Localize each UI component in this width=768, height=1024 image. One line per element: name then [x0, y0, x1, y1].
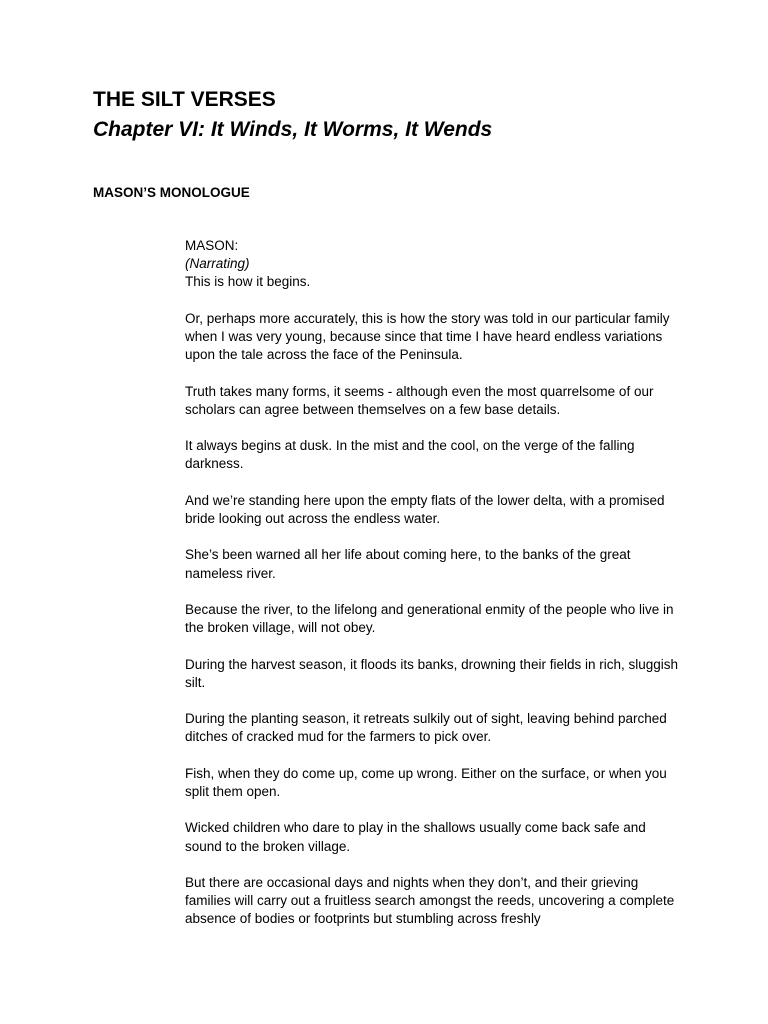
- monologue-body: [185, 237, 685, 947]
- paragraph: Truth takes many forms, it seems - although even the most quarrelsome of our scholars can agree between themselves on a few base details.: [185, 383, 654, 417]
- paragraph: Because the river, to the lifelong and generational enmity of the people who live in the broken village, will not obey.: [185, 601, 674, 636]
- paragraph: She’s been warned all her life about coming here, to the banks of the great nameless river.: [185, 547, 631, 581]
- paragraph: Fish, when they do come up, come up wrong. Either on the surface, or when you split them open.: [185, 765, 667, 799]
- paragraph: This is how it begins.: [185, 274, 311, 290]
- paragraph: It always begins at dusk. In the mist and the cool, on the verge of the falling darkness.: [185, 438, 635, 472]
- document-title: THE SILT VERSES: [93, 88, 276, 111]
- paragraph: During the harvest season, it floods its banks, drowning their fields in rich, sluggish silt.: [185, 656, 679, 690]
- paragraph: And we’re standing here upon the empty flats of the lower delta, with a promised bride looking out across the endless water.: [185, 492, 665, 526]
- paragraph: Wicked children who dare to play in the shallows usually come back safe and sound to the broken village.: [185, 820, 646, 854]
- stage-direction: (Narrating): [185, 256, 250, 272]
- section-heading: MASON’S MONOLOGUE: [93, 185, 250, 200]
- paragraph: During the planting season, it retreats sulkily out of sight, leaving behind parched ditches of cracked mud for the farmers to pick over.: [185, 711, 667, 745]
- chapter-subtitle: Chapter VI: It Winds, It Worms, It Wends: [93, 118, 493, 141]
- paragraph: But there are occasional days and nights when they don’t, and their grieving families will carry out a fruitless search amongst the reeds, uncovering a complete absence of bodies or footprints but stumbling across freshly: [185, 874, 675, 927]
- paragraph: Or, perhaps more accurately, this is how the story was told in our particular family when I was very young, because since that time I have heard endless variations upon the tale across the face of the Peninsula.: [185, 310, 670, 363]
- speaker-name: MASON:: [185, 238, 239, 253]
